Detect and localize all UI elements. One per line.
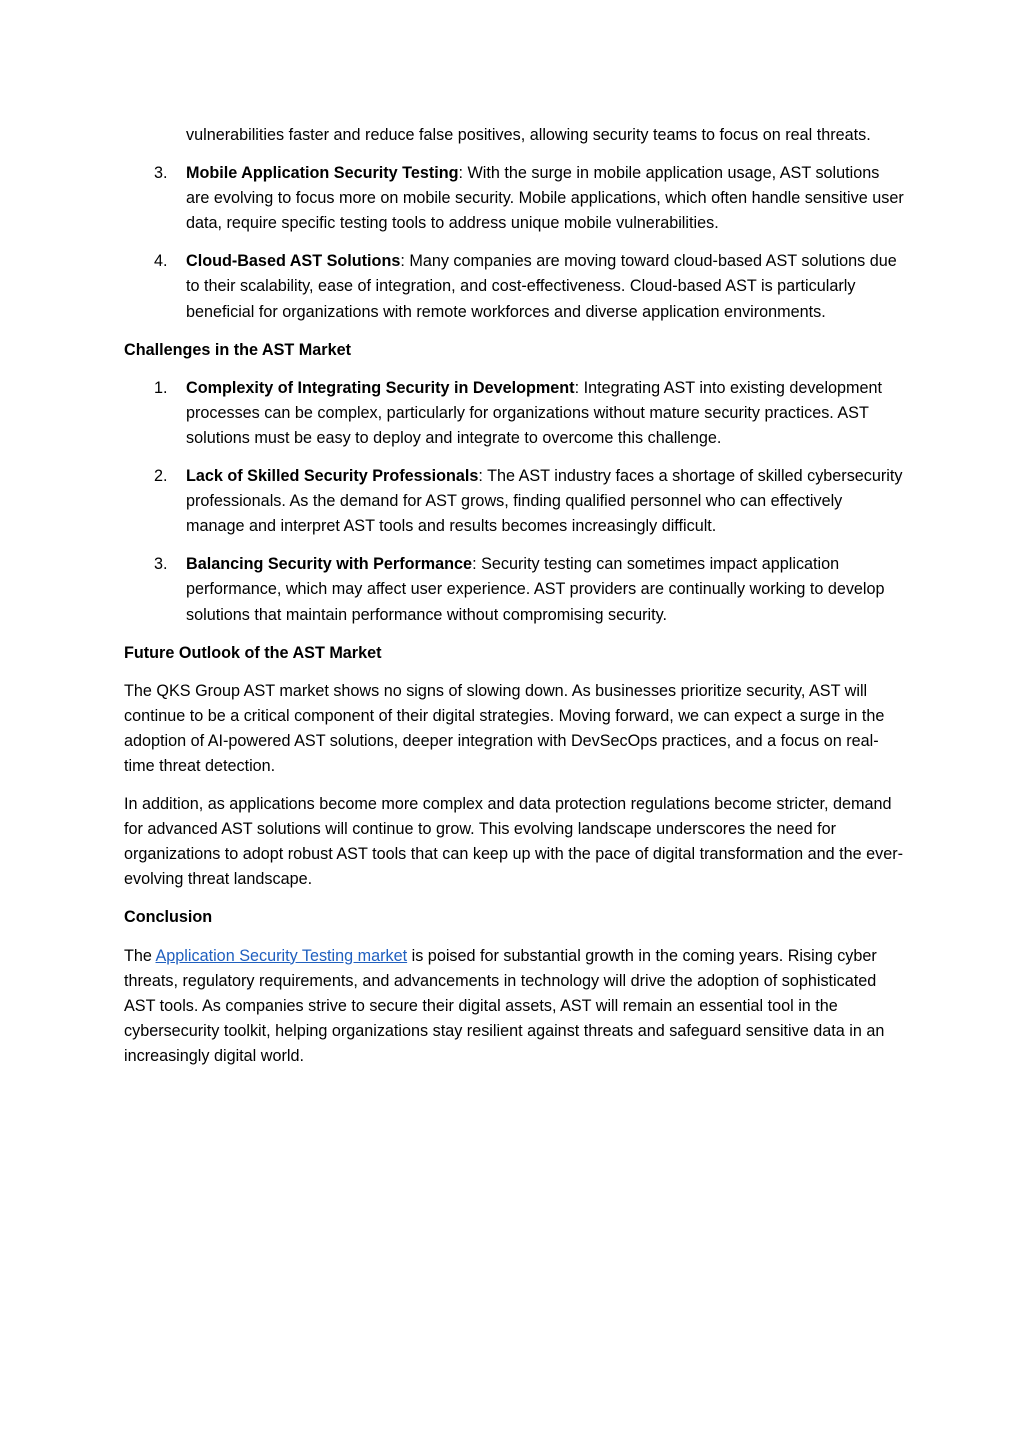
list-term: Cloud-Based AST Solutions — [186, 252, 401, 271]
list-term: Balancing Security with Performance — [186, 555, 473, 574]
list-number: 3. — [154, 164, 168, 183]
document-page — [124, 123, 904, 1082]
list-item — [124, 376, 904, 451]
trends-list — [124, 161, 904, 325]
list-term: Mobile Application Security Testing — [186, 164, 459, 183]
challenges-heading: Challenges in the AST Market — [124, 340, 351, 359]
list-number: 1. — [154, 378, 168, 397]
list-text: : Integrating AST into existing development processes can be complex, particularly for organizations without mature security practices. AST solutions must be easy to deploy and integrate to overcome this challenge. — [186, 378, 883, 447]
challenges-list — [124, 376, 904, 628]
conclusion-heading: Conclusion — [124, 908, 213, 927]
list-number: 4. — [154, 252, 168, 271]
conclusion-text-end: is poised for substantial growth in the coming years. Rising cyber threats, regulatory requirements, and advancements in technology will drive the adoption of sophisticated AST tools. As companies strive to secure their digital assets, AST will remain an essential tool in the cybersecurity toolkit, helping organizations stay resilient against threats and safeguard sensitive data in an increasingly digital world. — [124, 946, 885, 1065]
outlook-paragraph: The QKS Group AST market shows no signs of slowing down. As businesses prioritize security, AST will continue to be a critical component of their digital strategies. Moving forward, we can expect a surge in the adoption of AI-powered AST solutions, deeper integration with DevSecOps practices, and a focus on real-time threat detection. — [124, 681, 885, 775]
list-text: : Many companies are moving toward cloud-based AST solutions due to their scalability, ease of integration, and cost-effectiveness. Cloud-based AST is particularly beneficial for organizations with remote workforces and diverse application environments. — [186, 252, 897, 321]
list-term: Complexity of Integrating Security in Development — [186, 378, 575, 397]
list-text: : With the surge in mobile application usage, AST solutions are evolving to focus more on mobile security. Mobile applications, which often handle sensitive user data, require specific testing tools to address unique mobile vulnerabilities. — [186, 164, 904, 233]
list-item — [124, 249, 904, 324]
continuation-paragraph: vulnerabilities faster and reduce false positives, allowing security teams to focus on real threats. — [186, 126, 871, 144]
list-item — [124, 161, 904, 236]
list-item — [124, 464, 904, 539]
list-term: Lack of Skilled Security Professionals — [186, 467, 479, 486]
conclusion-paragraph — [124, 944, 904, 1069]
ast-market-link[interactable]: Application Security Testing market — [155, 946, 408, 965]
list-item — [124, 552, 904, 627]
outlook-heading: Future Outlook of the AST Market — [124, 643, 382, 662]
list-text: : The AST industry faces a shortage of skilled cybersecurity professionals. As the demand for AST grows, finding qualified personnel who can effectively manage and interpret AST tools and results becomes increasingly difficult. — [186, 467, 903, 536]
list-text: : Security testing can sometimes impact application performance, which may affect user experience. AST providers are continually working to develop solutions that maintain performance without compromising security. — [186, 555, 885, 624]
conclusion-text-start: The — [124, 946, 156, 965]
list-number: 3. — [154, 555, 168, 574]
list-number: 2. — [154, 467, 168, 486]
outlook-paragraph: In addition, as applications become more complex and data protection regulations become stricter, demand for advanced AST solutions will continue to grow. This evolving landscape underscores the need for organizations to adopt robust AST tools that can keep up with the pace of digital transformation and the ever-evolving threat landscape. — [124, 795, 903, 889]
